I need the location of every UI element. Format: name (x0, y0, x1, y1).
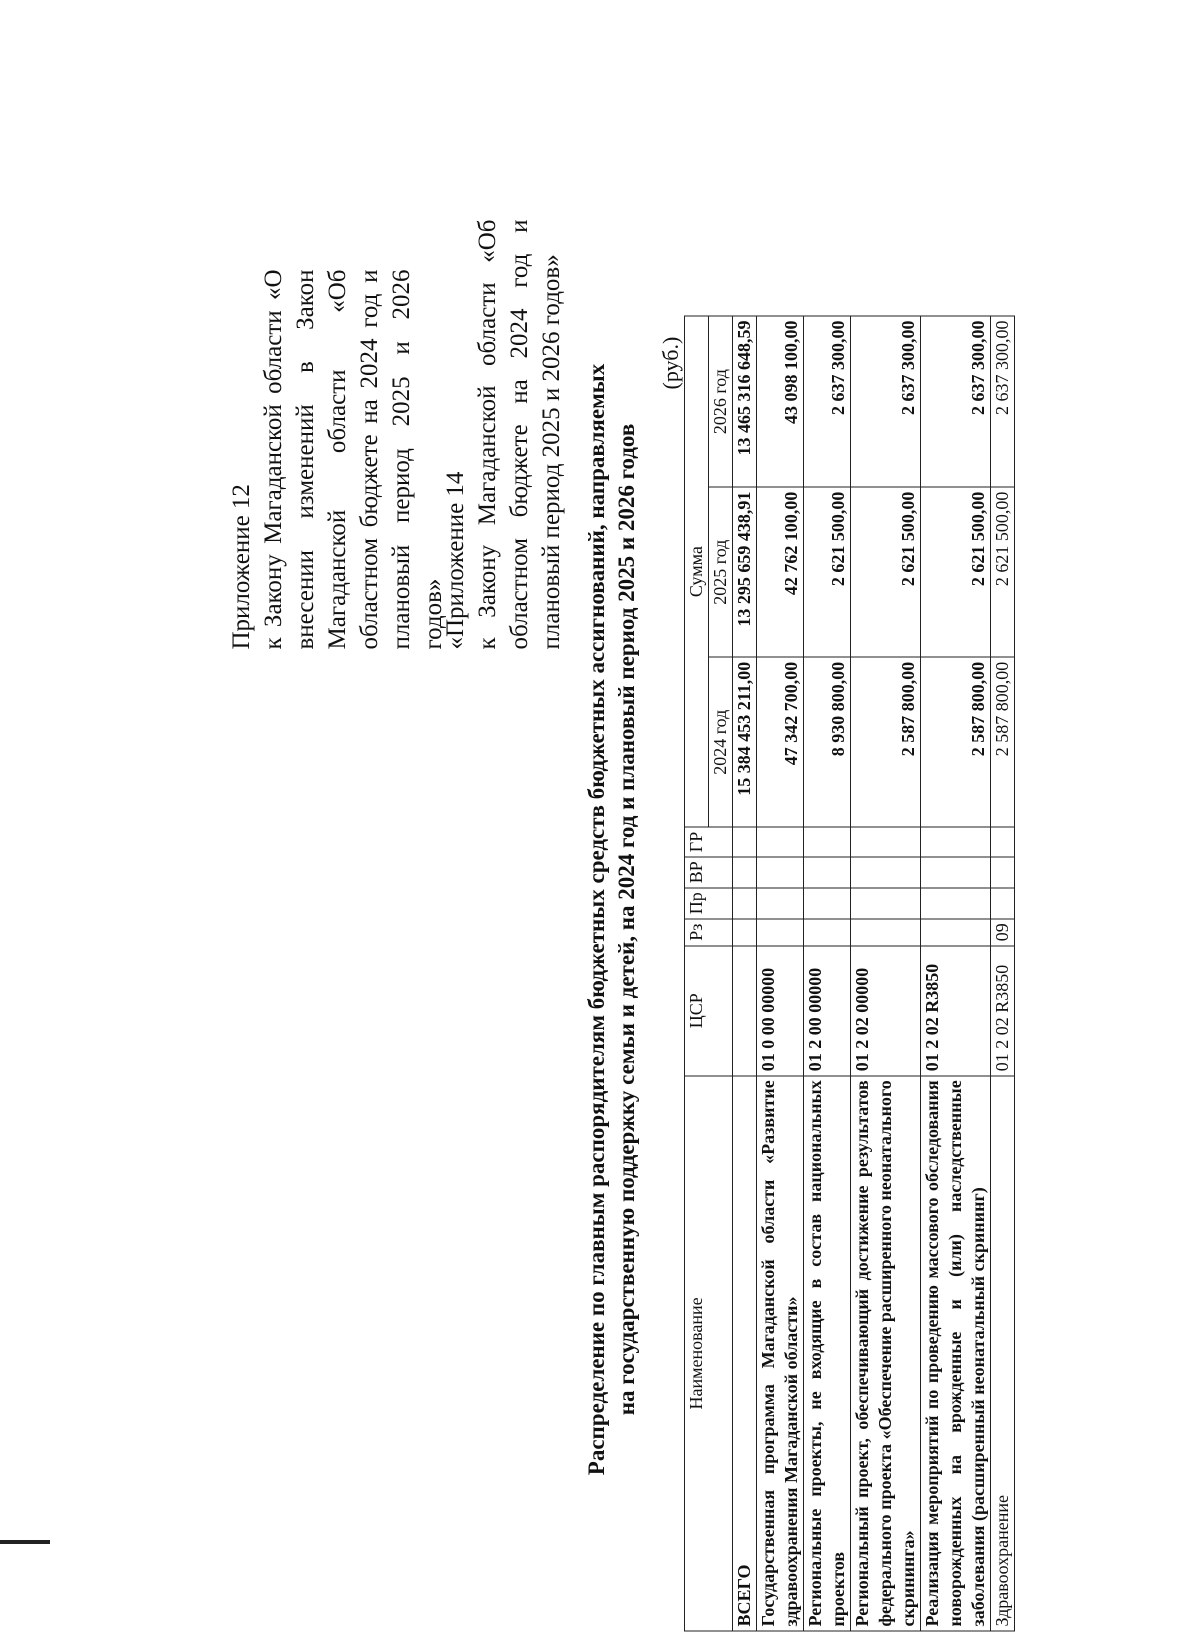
row-rz: 09 (991, 919, 1015, 946)
appendix-14-title: «Приложение 14 (442, 471, 469, 650)
row-csr: 01 2 02 00000 (851, 946, 921, 1076)
header-2025: 2025 год (709, 487, 733, 657)
header-vr: ВР (685, 857, 733, 888)
row-name: Государственная программа Магаданской области «Развитие здравоохранения Магаданской области» (757, 1076, 804, 1631)
header-sum: Сумма (685, 316, 709, 827)
scan-mark-line (0, 1540, 50, 1544)
appendix-14-block (440, 220, 568, 650)
rotated-page (0, 1, 1200, 1640)
row-2025: 2 621 500,00 (991, 487, 1015, 657)
row-rz (757, 919, 804, 946)
table-row (733, 316, 757, 1631)
header-2026: 2026 год (709, 316, 733, 487)
row-2025: 13 295 659 438,91 (733, 487, 757, 657)
row-pr (757, 888, 804, 919)
row-rz (733, 919, 757, 946)
row-pr (804, 888, 851, 919)
row-gr (733, 827, 757, 856)
row-2026: 43 098 100,00 (757, 316, 804, 487)
header-row (685, 316, 709, 1631)
row-2024: 15 384 453 211,00 (733, 657, 757, 827)
header-rz: Рз (685, 919, 733, 946)
row-csr: 01 2 02 R3850 (921, 946, 991, 1076)
table-row (851, 316, 921, 1631)
row-2025: 2 621 500,00 (851, 487, 921, 657)
document-title-line-2: на государственную поддержку семьи и детей, на 2024 год и плановый период 2025 и 2026 годов (614, 423, 639, 1416)
appendix-12-text: к Закону Магаданской области «О внесении изменений в Закон Магаданской области «Об областном бюджете на 2024 год и плановый период 2025 и 2026 годов» (260, 269, 447, 650)
row-name: Региональные проекты, не входящие в состав национальных проектов (804, 1076, 851, 1631)
row-2026: 2 637 300,00 (921, 316, 991, 487)
currency-note: (руб.) (658, 336, 683, 390)
row-csr: 01 2 02 R3850 (991, 946, 1015, 1076)
row-gr (921, 827, 991, 856)
document-title-line-1: Распределение по главным распорядителям бюджетных средств бюджетных ассигнований, направляемых (584, 363, 609, 1476)
row-gr (757, 827, 804, 856)
row-2025: 2 621 500,00 (804, 487, 851, 657)
row-gr (804, 827, 851, 856)
row-rz (851, 919, 921, 946)
row-2025: 42 762 100,00 (757, 487, 804, 657)
appendix-12-block (226, 270, 450, 650)
row-rz (921, 919, 991, 946)
row-vr (851, 857, 921, 888)
row-pr (851, 888, 921, 919)
appendix-14-text: к Закону Магаданской области «Об областном бюджете на 2024 год и плановый период 2025 и 2026 годов» (474, 219, 565, 650)
row-name: Здравоохранение (991, 1076, 1015, 1631)
row-gr (991, 827, 1015, 856)
table-row (991, 316, 1015, 1631)
header-2024: 2024 год (709, 657, 733, 827)
row-pr (733, 888, 757, 919)
row-name: ВСЕГО (733, 1076, 757, 1631)
row-name: Реализация мероприятий по проведению массового обследования новорожденных на врожденные и (или) наследственные заболевания (расширенный неонатальный скрининг) (921, 1076, 991, 1631)
row-pr (921, 888, 991, 919)
row-vr (757, 857, 804, 888)
row-name: Региональный проект, обеспечивающий достижение результатов федерального проекта «Обеспечение расширенного неонатального скрининга» (851, 1076, 921, 1631)
row-2024: 8 930 800,00 (804, 657, 851, 827)
appendix-12-title: Приложение 12 (228, 484, 255, 650)
header-gr: ГР (685, 827, 733, 856)
row-pr (991, 888, 1015, 919)
row-csr: 01 0 00 00000 (757, 946, 804, 1076)
row-vr (804, 857, 851, 888)
table-row (804, 316, 851, 1631)
row-csr (733, 946, 757, 1076)
budget-table (684, 316, 1015, 1632)
row-2024: 2 587 800,00 (991, 657, 1015, 827)
row-2024: 2 587 800,00 (921, 657, 991, 827)
header-pr: Пр (685, 888, 733, 919)
row-csr: 01 2 00 00000 (804, 946, 851, 1076)
header-csr: ЦСР (685, 946, 733, 1076)
row-2026: 2 637 300,00 (991, 316, 1015, 487)
document-title (582, 280, 642, 1560)
row-2024: 47 342 700,00 (757, 657, 804, 827)
row-vr (991, 857, 1015, 888)
row-vr (733, 857, 757, 888)
table-row (757, 316, 804, 1631)
row-2026: 2 637 300,00 (851, 316, 921, 487)
header-name: Наименование (685, 1076, 733, 1631)
row-2024: 2 587 800,00 (851, 657, 921, 827)
row-2026: 2 637 300,00 (804, 316, 851, 487)
row-rz (804, 919, 851, 946)
row-vr (921, 857, 991, 888)
row-2026: 13 465 316 648,59 (733, 316, 757, 487)
table-row (921, 316, 991, 1631)
row-2025: 2 621 500,00 (921, 487, 991, 657)
row-gr (851, 827, 921, 856)
